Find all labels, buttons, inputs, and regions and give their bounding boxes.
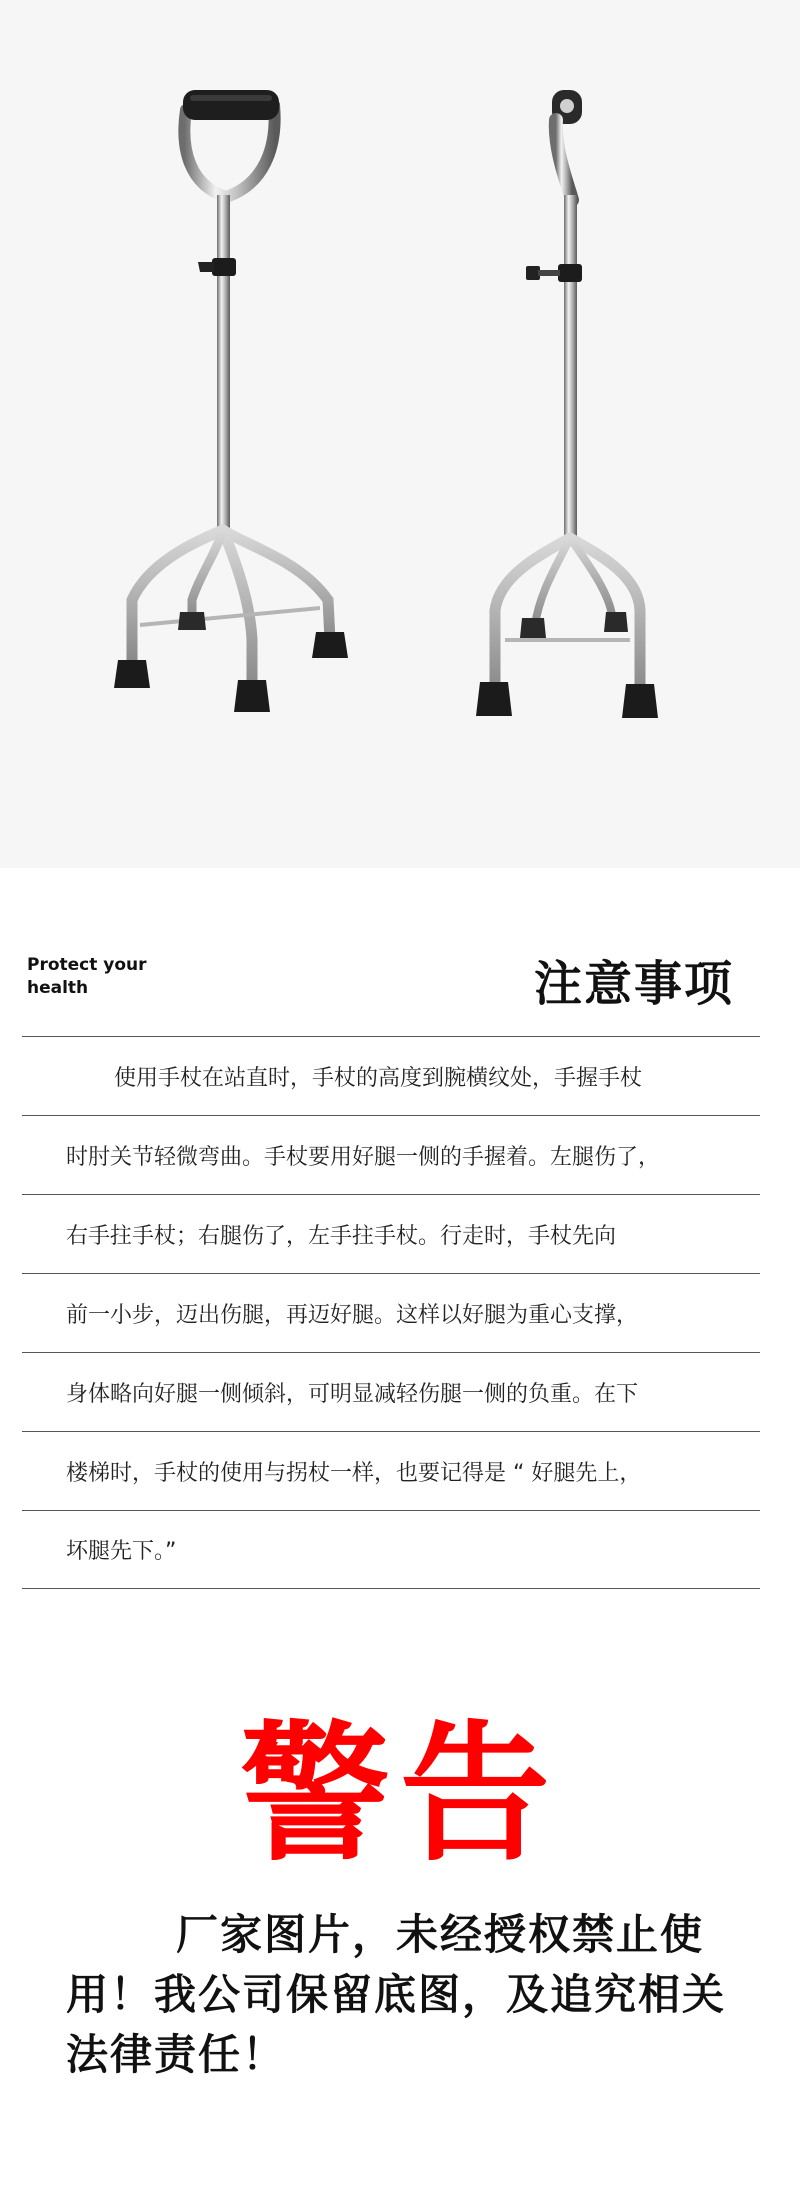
notes-line: 使用手杖在站直时，手杖的高度到腕横纹处，手握手杖 [22, 1036, 760, 1115]
warning-text: 厂家图片，未经授权禁止使用！我公司保留底图，及追究相关法律责任！ [66, 1910, 727, 2079]
notes-line: 楼梯时，手杖的使用与拐杖一样，也要记得是 “ 好腿先上， [22, 1431, 760, 1510]
notes-line: 前一小步，迈出伤腿，再迈好腿。这样以好腿为重心支撑， [22, 1273, 760, 1352]
notes-line: 右手拄手杖；右腿伤了，左手拄手杖。行走时，手杖先向 [22, 1194, 760, 1273]
notes-line: 时肘关节轻微弯曲。手杖要用好腿一侧的手握着。左腿伤了， [22, 1115, 760, 1194]
notes-title: 注意事项 [533, 956, 734, 1012]
section-tag: Protect your health [27, 955, 147, 998]
quad-cane-icon [0, 0, 800, 868]
notes-line: 身体略向好腿一侧倾斜，可明显减轻伤腿一侧的负重。在下 [22, 1352, 760, 1431]
product-hero [0, 0, 800, 868]
warning-title: 警告 [239, 1708, 560, 1882]
cane-front-view [114, 90, 348, 712]
cane-side-view [476, 90, 658, 718]
notes-line: 坏腿先下。” [22, 1510, 760, 1589]
notes-body [22, 1036, 760, 1589]
